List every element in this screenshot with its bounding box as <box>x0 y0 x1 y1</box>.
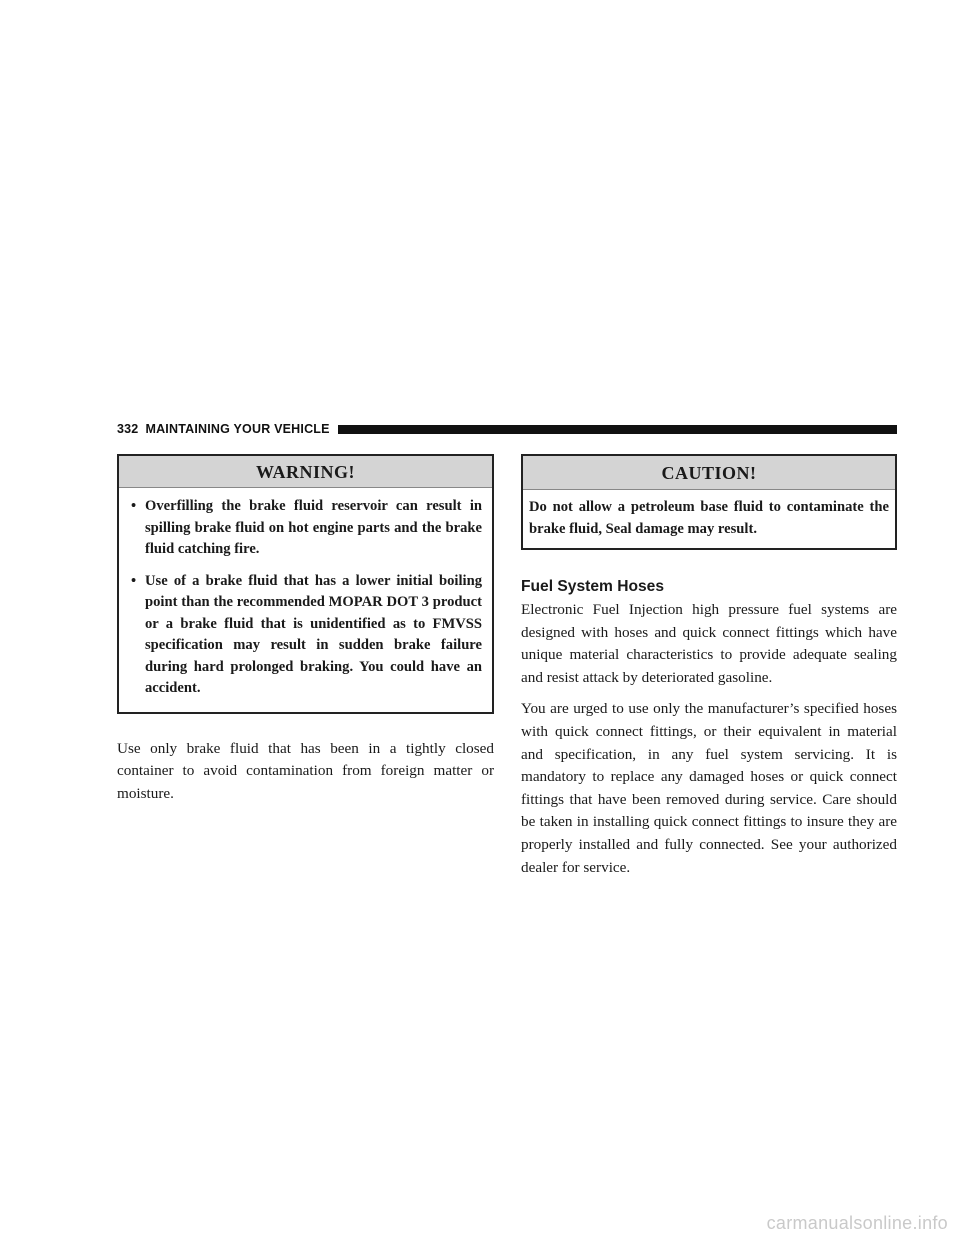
warning-item-text: Use of a brake fluid that has a lower initial boiling point than the recommended MOPAR DOT 3 product or a brake fluid that is unidentified as to FMVSS specification may result in sudden brake failure during hard prolonged braking. You could have an accident. <box>145 572 482 696</box>
warning-list <box>119 488 492 712</box>
right-column <box>521 454 897 879</box>
section-heading: Fuel System Hoses <box>521 578 665 595</box>
brake-fluid-paragraph: Use only brake fluid that has been in a tightly closed container to avoid contamination from foreign matter or moisture. <box>117 739 494 802</box>
warning-item <box>131 496 482 561</box>
bullet-icon: • <box>131 572 137 589</box>
section-title: MAINTAINING YOUR VEHICLE <box>145 422 330 436</box>
warning-box <box>117 454 494 714</box>
header-text <box>117 422 338 436</box>
caution-title: CAUTION! <box>523 456 895 490</box>
left-column <box>117 454 494 805</box>
header-rule <box>338 425 897 434</box>
fuel-paragraph-1: Electronic Fuel Injection high pressure fuel systems are designed with hoses and quick connect fittings which have unique material characteristics to provide adequate sealing and resist attack by deteriorated gasoline. <box>521 601 897 686</box>
caution-body: Do not allow a petroleum base fluid to contaminate the brake fluid, Seal damage may result. <box>529 499 889 537</box>
warning-item <box>131 571 482 700</box>
page-number: 332 <box>117 422 139 436</box>
warning-title: WARNING! <box>119 456 492 488</box>
watermark: carmanualsonline.info <box>766 1213 948 1233</box>
page-header <box>117 421 897 437</box>
bullet-icon: • <box>131 498 137 514</box>
fuel-paragraph-2: You are urged to use only the manufacturer’s specified hoses with quick connect fittings, or their equivalent in material and specification, in any fuel system servicing. It is mandatory to replace any damaged hoses or quick connect fittings that have been removed during service. Care should be taken in installing quick connect fittings to insure they are properly installed and fully connected. See your authorized dealer for service. <box>521 700 897 876</box>
warning-item-text: Overfilling the brake fluid reservoir can result in spilling brake fluid on hot engine parts and the brake fluid catching fire. <box>145 498 482 557</box>
caution-box <box>521 454 897 550</box>
